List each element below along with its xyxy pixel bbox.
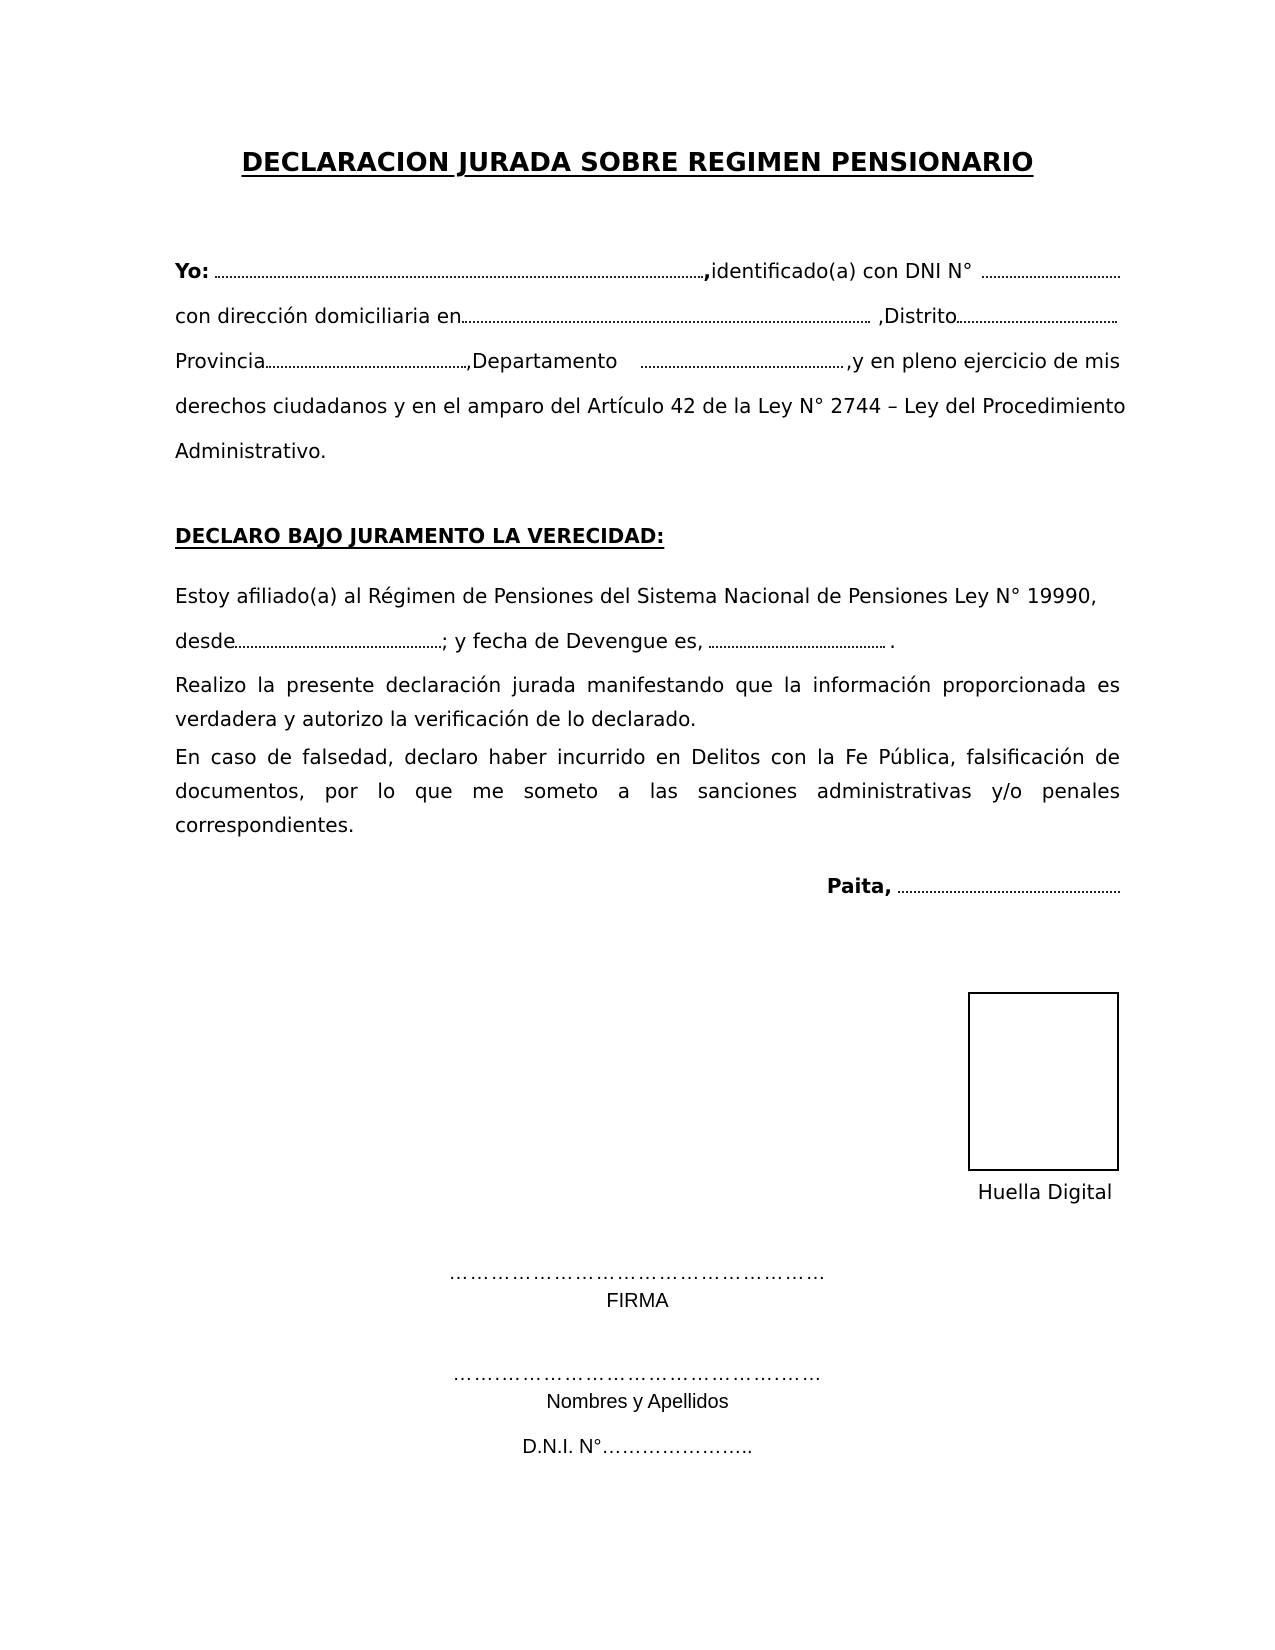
- full-name-line[interactable]: …….………………………………….……: [452, 1363, 823, 1385]
- afiliado-line-2: [175, 627, 1120, 655]
- dni-signature-field[interactable]: …………………..: [601, 1436, 753, 1458]
- provincia-label: Provincia: [175, 349, 266, 373]
- fingerprint-box: [968, 992, 1119, 1171]
- intro-line-3: [175, 347, 1120, 375]
- name-field[interactable]: [215, 258, 703, 278]
- fecha-devengue-label: ; y fecha de Devengue es,: [441, 629, 704, 653]
- pleno-label: ,y en pleno ejercicio de mis: [845, 349, 1120, 373]
- paragraph-falsedad: En caso de falsedad, declaro haber incurrido en Delitos con la Fe Pública, falsificación de documentos, por lo que me someto a las sanciones administrativas y/o penales correspondientes.: [175, 745, 1120, 837]
- afiliado-line-1: Estoy afiliado(a) al Régimen de Pensiones del Sistema Nacional de Pensiones Ley N° 19990,: [175, 584, 1097, 608]
- intro-line-1: [175, 257, 1120, 285]
- fingerprint-label: Huella Digital: [977, 1180, 1113, 1204]
- declaro-heading: DECLARO BAJO JURAMENTO LA VERECIDAD:: [175, 524, 665, 548]
- period-mark: .: [889, 629, 896, 653]
- dni-field[interactable]: [982, 258, 1120, 278]
- devengue-date-field[interactable]: [709, 628, 885, 648]
- intro-line-2: [175, 302, 1120, 330]
- department-field[interactable]: [641, 348, 843, 368]
- place-label: Paita,: [826, 874, 892, 898]
- full-name-label: Nombres y Apellidos: [546, 1391, 729, 1413]
- intro-line-4: derechos ciudadanos y en el amparo del Artículo 42 de la Ley N° 2744 – Ley del Procedimiento: [175, 394, 1126, 418]
- place-date-field[interactable]: [898, 873, 1120, 893]
- district-field[interactable]: [957, 303, 1117, 323]
- identificado-label: identificado(a) con DNI N°: [711, 259, 973, 283]
- direccion-label: con dirección domiciliaria en: [175, 304, 462, 328]
- since-date-field[interactable]: [235, 628, 441, 648]
- intro-line-5: Administrativo.: [175, 439, 327, 463]
- distrito-label: ,Distrito: [877, 304, 958, 328]
- address-field[interactable]: [462, 303, 870, 323]
- yo-label: Yo:: [175, 259, 210, 283]
- document-title: DECLARACION JURADA SOBRE REGIMEN PENSIONARIO: [241, 148, 1034, 178]
- dni-signature-label: D.N.I. N°: [522, 1436, 602, 1458]
- signature-line[interactable]: ………………………………………………: [448, 1262, 827, 1284]
- signature-label: FIRMA: [606, 1290, 669, 1312]
- comma-separator: ,: [703, 259, 711, 283]
- dni-signature-line: [0, 1436, 1275, 1459]
- desde-label: desde: [175, 629, 236, 653]
- province-field[interactable]: [266, 348, 466, 368]
- departamento-label: ,Departamento: [465, 349, 618, 373]
- paragraph-realizo: Realizo la presente declaración jurada manifestando que la información proporcionada es verdadera y autorizo la verificación de lo declarado.: [175, 673, 1120, 731]
- place-date-line: [175, 872, 1120, 900]
